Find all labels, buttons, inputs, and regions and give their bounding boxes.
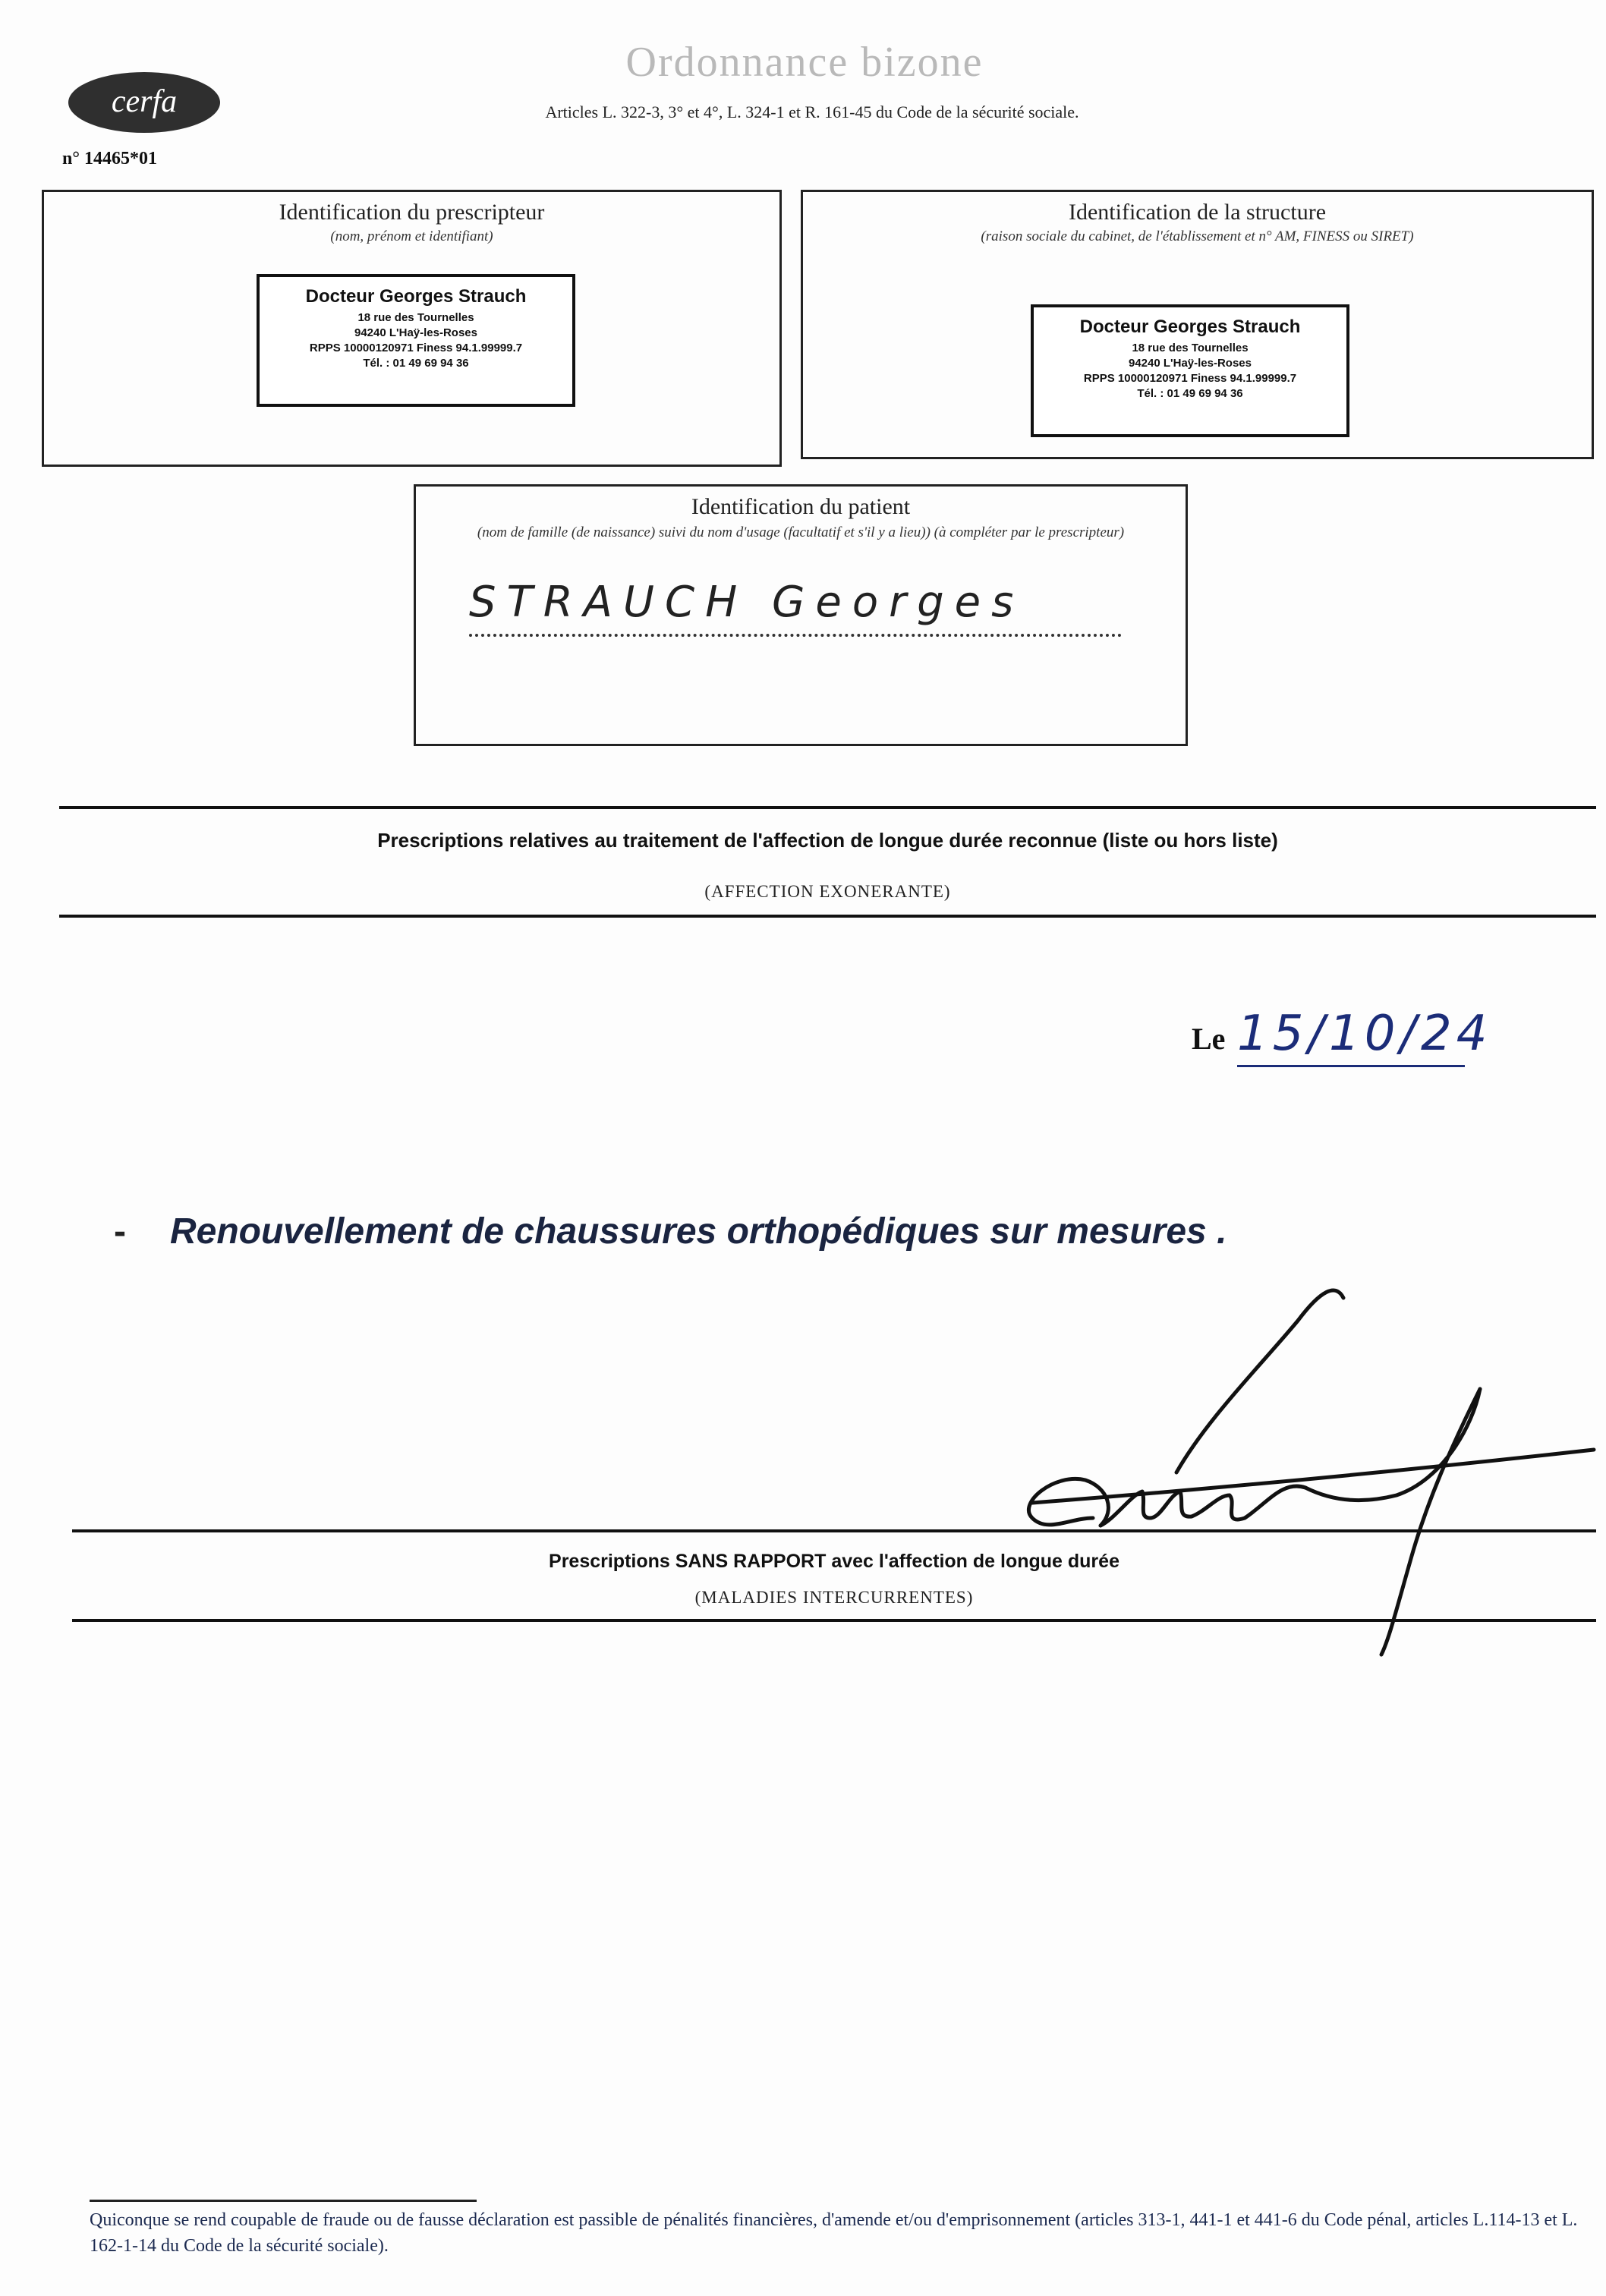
section-non-ald-subtitle: (MALADIES INTERCURRENTES) — [694, 1588, 974, 1607]
patient-name-text: STRAUCH Georges — [469, 578, 1025, 627]
form-number: n° 14465*01 — [62, 149, 157, 168]
date-value: 15/10/24 — [1237, 1006, 1492, 1062]
section-ald-bottom-rule — [59, 915, 1596, 918]
structure-stamp — [1031, 304, 1349, 437]
form-title: Ordonnance bizone — [625, 39, 984, 86]
footnote-rule — [90, 2200, 477, 2202]
section-ald-subtitle: (AFFECTION EXONERANTE) — [704, 882, 951, 901]
prescriber-subheading: (nom, prénom et identifiant) — [330, 228, 493, 244]
prescriber-box — [42, 190, 782, 467]
stamp-ids-line: RPPS 10000120971 Finess 94.1.99999.7 — [309, 342, 523, 354]
stamp-city-line: 94240 L'Haÿ-les-Roses — [354, 326, 477, 339]
patient-heading: Identification du patient — [691, 494, 911, 519]
stamp-address-line: 18 rue des Tournelles — [1132, 342, 1249, 354]
stamp-doctor-name: Docteur Georges Strauch — [1079, 317, 1301, 337]
prescriber-stamp — [257, 274, 575, 407]
stamp-city-line: 94240 L'Haÿ-les-Roses — [1129, 357, 1252, 370]
date-label: Le — [1192, 1022, 1226, 1056]
structure-box — [801, 190, 1594, 459]
section-ald-title: Prescriptions relatives au traitement de l'affection de longue durée reconnue (liste ou hors liste) — [377, 829, 1278, 852]
structure-subheading: (raison sociale du cabinet, de l'établissement et n° AM, FINESS ou SIRET) — [981, 228, 1414, 244]
legal-articles: Articles L. 322-3, 3° et 4°, L. 324-1 et R. 161-45 du Code de la sécurité sociale. — [545, 102, 1079, 121]
patient-name-handwritten — [469, 578, 1122, 646]
prescription-bullet: - — [114, 1211, 126, 1252]
patient-box — [414, 484, 1188, 746]
signature-scribble — [1017, 1275, 1606, 1670]
cerfa-logo: cerfa — [68, 72, 220, 133]
date-handwritten — [1237, 1006, 1492, 1066]
structure-heading: Identification de la structure — [1068, 200, 1327, 225]
prescription-text: Renouvellement de chaussures orthopédiques sur mesures . — [169, 1211, 1227, 1252]
stamp-doctor-name: Docteur Georges Strauch — [305, 286, 527, 307]
footnote-text: Quiconque se rend coupable de fraude ou de fausse déclaration est passible de pénalités financières, d'amende et/ou d'emprisonnement (articles 313-1, 441-1 et 441-6 du Code pénal, articles L.114-13 et L. 162-1-14 du Code de la sécurité sociale). — [90, 2210, 1578, 2256]
prescriber-heading: Identification du prescripteur — [279, 200, 545, 225]
stamp-phone-line: Tél. : 01 49 69 94 36 — [363, 357, 469, 370]
section-non-ald-title: Prescriptions SANS RAPPORT avec l'affection de longue durée — [549, 1551, 1119, 1572]
patient-subheading: (nom de famille (de naissance) suivi du nom d'usage (facultatif et s'il y a lieu)) (à compléter par le prescripteur) — [477, 524, 1125, 540]
stamp-address-line: 18 rue des Tournelles — [357, 311, 474, 324]
section-ald-top-rule — [59, 806, 1596, 809]
prescription-line — [114, 1211, 1227, 1252]
stamp-phone-line: Tél. : 01 49 69 94 36 — [1137, 387, 1243, 400]
stamp-ids-line: RPPS 10000120971 Finess 94.1.99999.7 — [1083, 372, 1297, 385]
